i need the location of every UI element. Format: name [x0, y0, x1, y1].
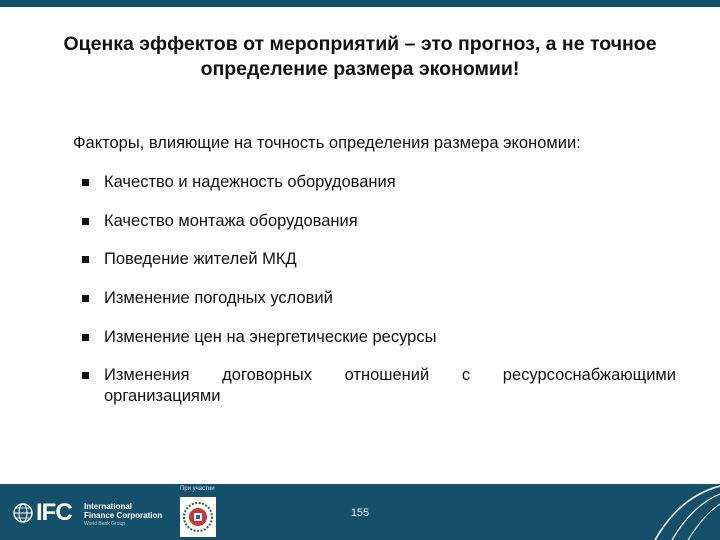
bullet-square-icon — [82, 334, 89, 341]
bullet-square-icon — [82, 295, 89, 302]
ifc-logo-name-line-1: International — [84, 502, 133, 511]
footer-bar — [0, 484, 720, 540]
list-item — [82, 211, 676, 232]
bullet-square-icon — [82, 218, 89, 225]
list-item — [82, 249, 676, 270]
list-item-text: Качество монтажа оборудования — [104, 212, 358, 230]
list-item-text: Изменение цен на энергетические ресурсы — [104, 328, 437, 346]
decorative-arcs — [560, 484, 720, 540]
ifc-logo-letters: IFC — [36, 499, 72, 526]
ifc-logo-name-line-2: Finance Corporation — [84, 511, 163, 520]
page-title-line-1: Оценка эффектов от мероприятий – это прогноз, а не точное — [63, 33, 657, 55]
list-item-text: Качество и надежность оборудования — [104, 173, 396, 191]
ifc-logo — [12, 500, 172, 528]
top-bar — [0, 0, 720, 7]
page-number: 155 — [350, 507, 370, 519]
page-title-line-2: определение размера экономии! — [200, 58, 520, 80]
factors-heading: Факторы, влияющие на точность определения размера экономии: — [73, 134, 581, 152]
list-item — [82, 172, 676, 193]
list-item — [82, 365, 676, 407]
list-item-text: Изменения договорных отношений с ресурсоснабжающими организациями — [104, 366, 676, 405]
bullet-square-icon — [82, 372, 89, 379]
ifc-globe-icon — [12, 502, 34, 524]
factors-list — [82, 172, 676, 407]
list-item-text: Изменение погодных условий — [104, 289, 333, 307]
list-item-text: Поведение жителей МКД — [104, 250, 297, 268]
bullet-square-icon — [82, 256, 89, 263]
ifc-logo-name — [84, 502, 162, 520]
list-item — [82, 288, 676, 309]
page-title — [20, 32, 700, 82]
bullet-square-icon — [82, 179, 89, 186]
ifc-logo-member: World Bank Group — [84, 521, 126, 527]
list-item — [82, 327, 676, 348]
partner-label: При участии — [180, 486, 215, 492]
partner-emblem-icon — [180, 497, 216, 537]
